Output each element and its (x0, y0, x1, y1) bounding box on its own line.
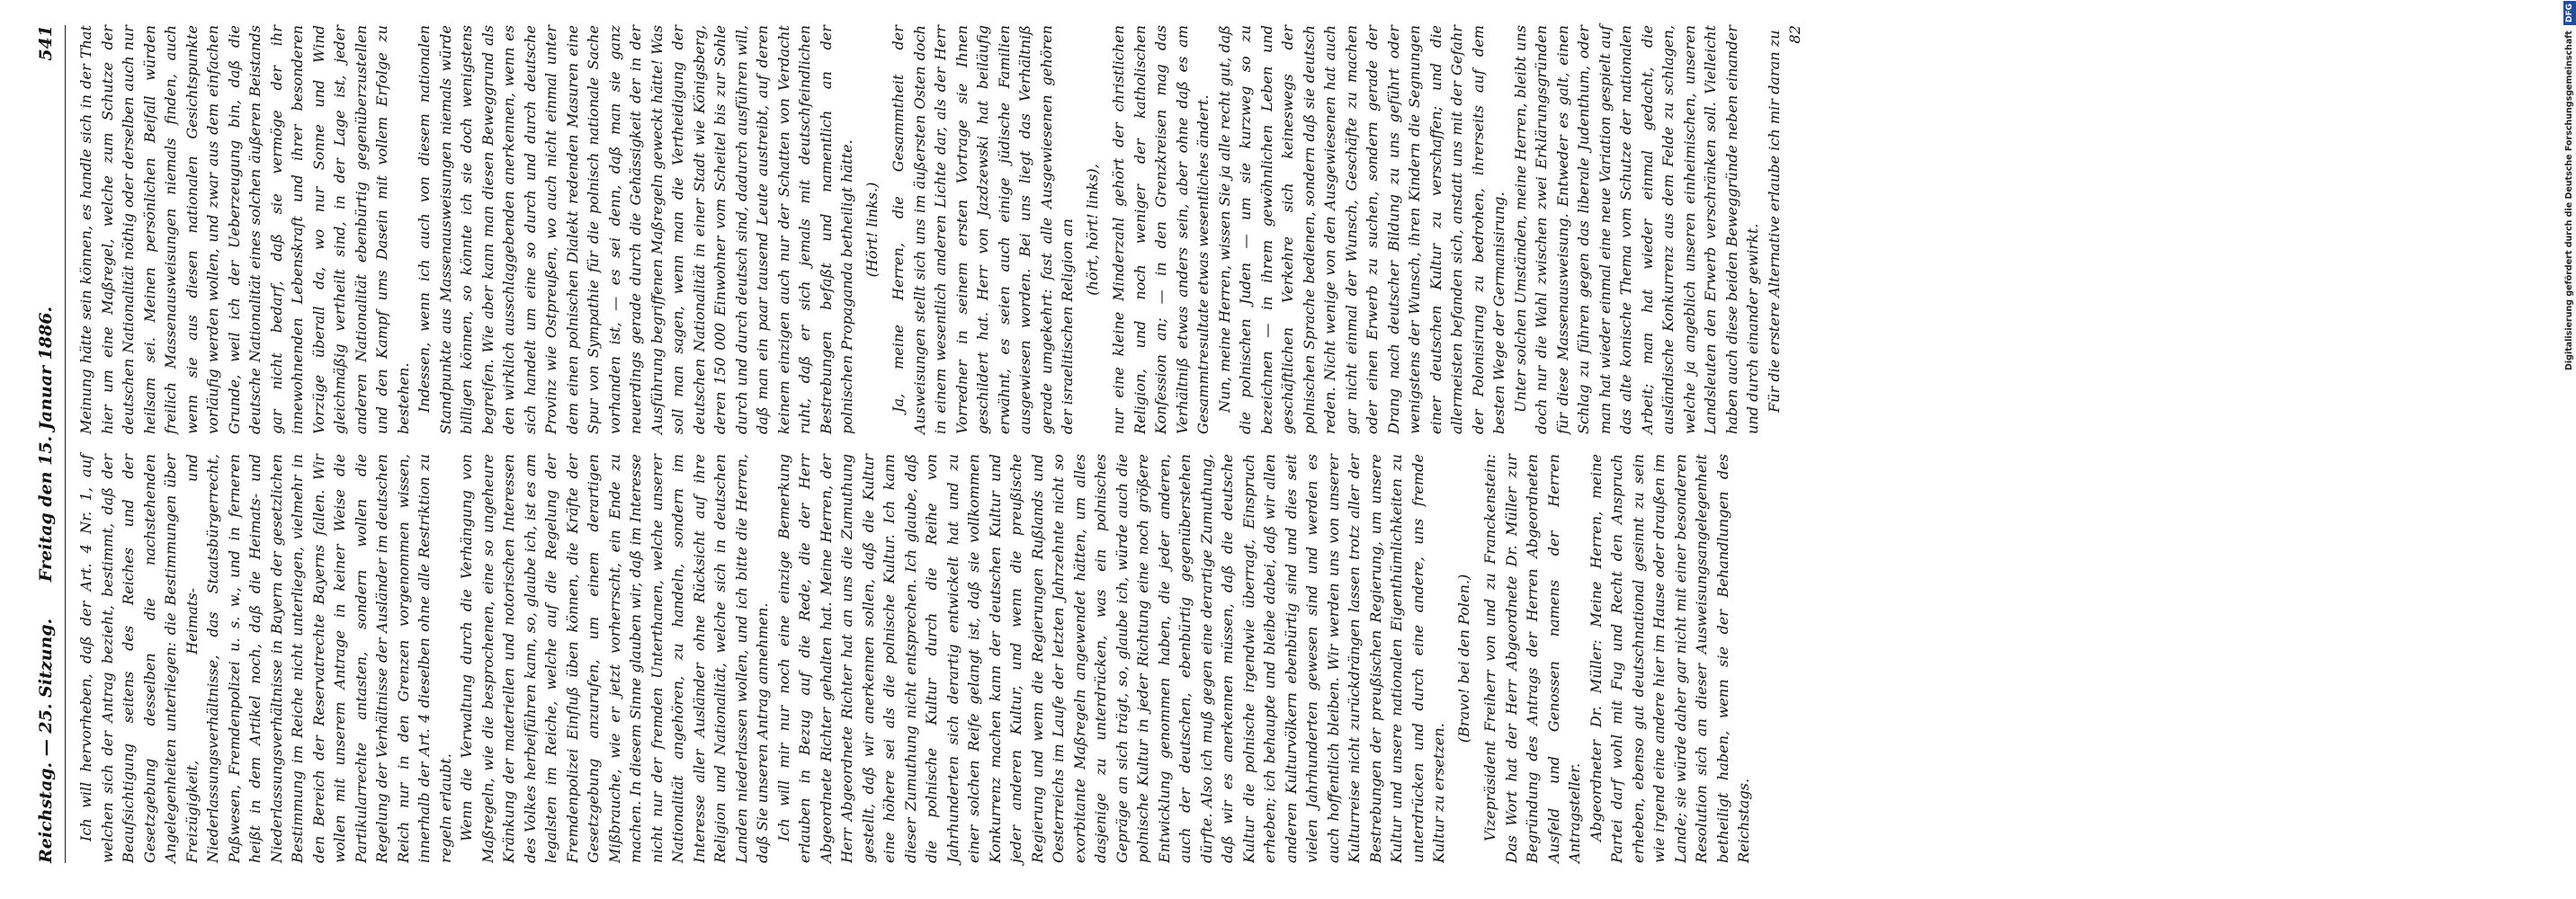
interjection: (Bravo! bei den Polen.) (1454, 574, 1472, 743)
interjection: (hört, hört! links), (1083, 164, 1101, 296)
interjection: (Hört! links.) (863, 182, 881, 278)
paragraph: Vizepräsident Freiherr von und zu Franckenstein: Das Wort hat der Herr Abgeordnete Dr. Müller zur Begründung des Antrags der Herren Abgeordneten Ausfeld und Genossen namens der Herren Antragsteller. (1481, 454, 1583, 863)
funding-note (2563, 0, 2576, 898)
dfg-logo: DFG (2563, 1, 2576, 25)
paragraph: Indessen, wenn ich auch von diesem nationalen Standpunkte aus Massenausweisungen niemals würde billigen können, so könnte ich sie doch wenigstens begreifen. Wie aber kann man diesen Beweggrund als den wirklich ausschlaggebenden anerkennen, wenn es sich handelt um eine so durch und durch deutsche Provinz wie Ostpreußen, wo auch nicht einmal unter dem einen polnischen Dialekt redenden Masuren eine Spur von Sympathie für die polnisch nationale Sache vorhanden ist, — es sei denn, daß man sie ganz neuerdings gerade durch die Gehässigkeit der in der Ausführung begriffenen Maßregeln geweckt hätte! Was soll man sagen, wenn man die Vertheidigung der deutschen Nationalität in einer Stadt wie Königsberg, deren 150 000 Einwohner vom Scheitel bis zur Sohle durch und durch deutsch sind, dadurch ausführen will, daß man ein paar tausend Leute austreibt, auf deren keinem einzigen auch nur der Schatten von Verdacht ruht, daß er sich jemals mit deutschfeindlichen Bestrebungen befaßt und namentlich an der polnischen Propaganda betheiligt hätte. (416, 24, 855, 434)
text-column-right (76, 24, 1803, 434)
funding-note-text: Digitalisierung gefördert durch die Deutsche Forschungsgemeinschaft (2564, 31, 2574, 370)
text-column-left (76, 454, 1752, 863)
signature-mark: 82 (1786, 25, 1803, 44)
paragraph: Wenn die Verwaltung durch die Verhängung von Maßregeln, wie die besprochenen, eine so ungeheure Kränkung der materiellen und notorischen Interessen des Volkes herbeiführen kann, so, glaube ich, ist es am legalsten im Reiche, welche auf die Regelung der Fremdenpolizei Einfluß üben können, die Kräfte der Gesetzgebung anzurufen, um einem derartigen Mißbrauche, wie er jetzt vorherrscht, ein Ende zu machen. In diesem Sinne glauben wir, daß im Interesse nicht nur der fremden Unterthanen, welche unserer Nationalität angehören, zu handeln, sondern im Interesse aller Ausländer ohne Rücksicht auf ihre Religion und Nationalität, welche sich in deutschen Landen niederlassen wollen, und ich bitte die Herren, daß Sie unseren Antrag annehmen. (458, 454, 771, 863)
paragraph: Unter solchen Umständen, meine Herren, bleibt uns doch nur die Wahl zwischen zwei Erklärungsgründen für diese Massenausweisung. Entweder es galt, einen Schlag zu führen gegen das liberale Judenthum, oder man hat wieder einmal eine neue Variation gespielt auf das alte konische Thema vom Schutze der nationalen Arbeit; man hat wieder einmal gedacht, die ausländische Konkurrenz aus dem Felde zu schlagen, welche ja angeblich unseren einheimischen, unseren Landsleuten den Erwerb verschränken soll. Vielleicht haben auch diese beiden Beweggründe neben einander und durch einander gewirkt. (1511, 25, 1761, 434)
paragraph: Für die erstere Alternative erlaube ich mir daran zu (1765, 30, 1783, 413)
page-number: 541 (36, 25, 56, 61)
paragraph: Abgeordneter Dr. Müller: Meine Herren, meine Partei darf wohl mit Fug und Recht den Anspruch erheben, ebenso gut deutschnational gesinnt zu sein wie irgend eine andere hier im Hause oder draußen im Lande; sie würde daher gar nicht mit einer besonderen Resolution sich an dieser Ausweisungsangelegenheit betheiligt haben, wenn sie der Behandlungen des Reichstags. (1587, 454, 1752, 863)
paragraph: Nun, meine Herren, wissen Sie ja alle recht gut, daß die polnischen Juden — um sie kurzweg so zu bezeichnen — in ihrem gewöhnlichen Leben und geschäftlichen Verkehre sich keineswegs der polnischen Sprache bedienen, sondern daß sie deutsch reden. Nicht wenige von den Ausgewiesenen hat auch gar nicht einmal der Wunsch, Geschäfte zu machen oder einen Erwerb zu suchen, sondern gerade der Drang nach deutscher Bildung zu uns geführt oder wenigstens der Wunsch, ihren Kindern die Segnungen einer deutschen Kultur zu verschaffen; und die allermeisten befanden sich, anstatt uns mit der Gefahr der Polonisirung zu bedrohen, ihrerseits auf dem besten Wege der Germanisirung. (1215, 25, 1507, 434)
paragraph: Ich will mir nur noch eine einzige Bemerkung erlauben in Bezug auf die Rede, die der Herr Abgeordnete Richter gehalten hat. Meine Herren, der Herr Abgeordnete Richter hat an uns die Zumuthung gestellt, daß wir anerkennen sollen, daß die Kultur eine höhere sei als die polnische Kultur. Ich kann dieser Zumuthung nicht entsprechen. Ich glaube, daß die polnische Kultur durch die Reihe von Jahrhunderten sich derartig entwickelt hat und zu einer solchen Reife gelangt ist, daß sie vollkommen Konkurrenz machen kann der deutschen Kultur und jeder anderen Kultur, und wenn die preußische Regierung und wenn die Regierungen Rußlands und Oesterreichs im Laufe der letzten Jahrzehnte nicht so exorbitante Maßregeln angewendet hätten, um alles dasjenige zu unterdrücken, was ein polnisches Gepräge an sich trägt, so, glaube ich, würde auch die polnische Kultur in jeder Richtung eine noch größere Entwicklung genommen haben, die jeder anderen, auch der deutschen, ebenbürtig gegenüberstehen dürfte. Also ich muß gegen eine derartige Zumuthung, daß wir es anerkennen müssen, daß die deutsche Kultur die polnische irgendwie überragt, Einspruch erheben; ich behaupte und bleibe dabei, daß wir allen anderen Kulturvölkern ebenbürtig sind und dies seit vielen Jahrhunderten gewesen sind und werden es auch hoffentlich bleiben. Wir werden uns von unserer Kulturreise nicht zurückdrängen lassen trotz aller der Bestrebungen der preußischen Regierung, um unsere Kultur und unsere nationalen Eigenthümlichkeiten zu unterdrücken und durch eine andere, uns fremde Kultur zu ersetzen. (774, 454, 1447, 863)
paragraph: Ja, meine Herren, die Gesammtheit der Ausweisungen stellt sich uns im äußersten Osten doch in einem wesentlich anderen Lichte dar, als der Herr Vorredner in seinem ersten Vortrage sie Ihnen geschildert hat. Herr von Jazdzewski hat beiläufig erwähnt, es seien auch einige jüdische Familien ausgewiesen worden. Bei uns liegt das Verhältniß gerade umgekehrt: fast alle Ausgewiesenen gehören der israelitischen Religion an (890, 25, 1076, 434)
header-session: Reichstag. — 25. Sitzung. (36, 618, 56, 863)
header-date: Freitag den 15. Januar 1886. (36, 306, 56, 583)
paragraph: Ich will hervorheben, daß der Art. 4 Nr. 1, auf welchen sich der Antrag bezieht, bestimmt, daß der Beaufsichtigung seitens des Reiches und der Gesetzgebung desselben die nachstehenden Angelegenheiten unterliegen: die Bestimmungen über Freizügigkeit, Heimats- und Niederlassungsverhältnisse, das Staatsbürgerrecht, Paßwesen, Fremdenpolizei u. s. w., und in ferneren heißt in dem Artikel noch, daß die Heimats- und Niederlassungsverhältnisse in Bayern der gesetzlichen Bestimmung im Reiche nicht unterliegen, vielmehr in den Bereich der Reservatrechte Bayerns fallen. Wir wollen mit unserem Antrage in keiner Weise die Partikularrechte antasten, sondern wollen die Regelung der Verhältnisse der Ausländer im deutschen Reich nur in den Grenzen vorgenommen wissen, innerhalb der Art. 4 dieselben ohne alle Restriktion zu regeln erlaubt. (77, 454, 454, 863)
paragraph: nur eine kleine Minderzahl gehört der christlichen Religion, und noch weniger der katholischen Konfession an; — in den Grenzkreisen mag das Verhältniß etwas anders sein, aber ohne daß es am Gesammtresultate etwas wesentliches ändert. (1110, 25, 1212, 434)
paragraph: Meinung hätte sein können, es handle sich in der That hier um eine Maßregel, welche zum Schutze der deutschen Nationalität nöthig oder derselben auch nur heilsam sei. Meinen persönlichen Beifall würden freilich Massenausweisungen niemals finden, auch wenn sie aus diesen nationalen Gesichtspunkte vorläufig werden wollen, und zwar aus dem einfachen Grunde, weil ich der Ueberzeugung bin, daß die deutsche Nationalität eines solchen äußeren Beistands gar nicht bedarf, daß sie vermöge der ihr innewohnenden Lebenskraft und ihrer besonderen Vorzüge überall da, wo nur Sonne und Wind gleichmäßig vertheilt sind, in der Lage ist, jeder anderen Nationalität ebenbürtig gegenüberzustellen und den Kampf ums Dasein mit vollem Erfolge zu bestehen. (77, 25, 412, 434)
running-header (34, 25, 66, 863)
